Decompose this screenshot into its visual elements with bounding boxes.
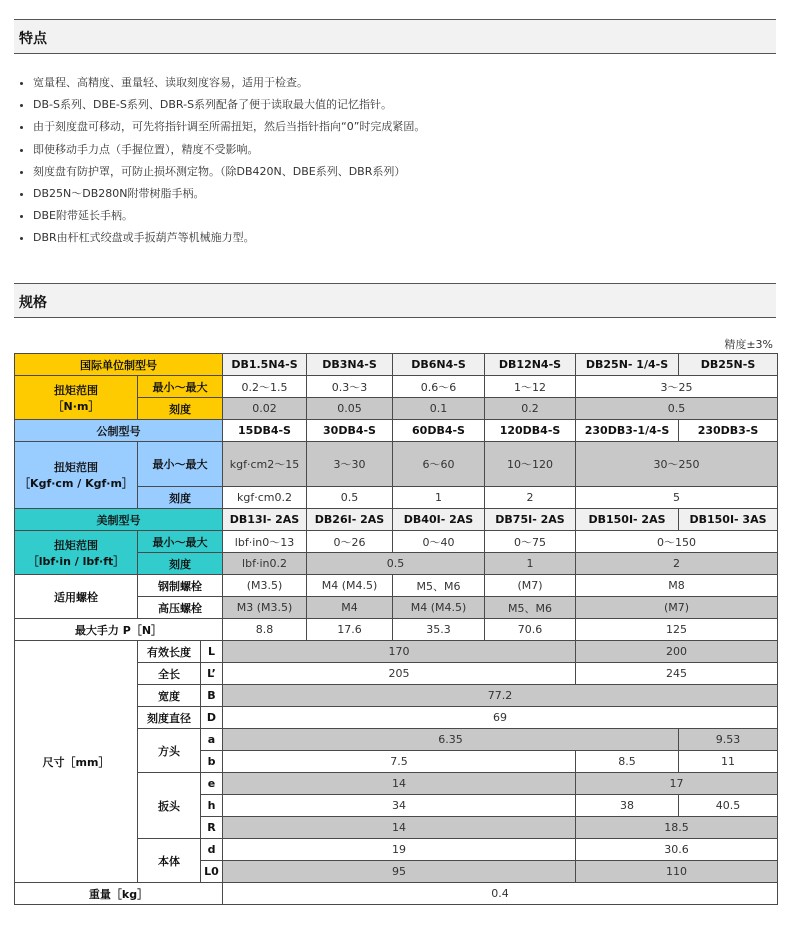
force-cell: 125 bbox=[576, 619, 778, 641]
model-cell: 230DB3-1/4-S bbox=[576, 420, 679, 442]
range-cell: 0～150 bbox=[576, 531, 778, 553]
range-cell: 1～12 bbox=[485, 376, 576, 398]
bolt-cell: (M7) bbox=[576, 597, 778, 619]
grad-cell: 2 bbox=[576, 553, 778, 575]
dim-cell: 30.6 bbox=[576, 839, 778, 861]
model-cell: DB26I- 2AS bbox=[307, 509, 393, 531]
body-label: 本体 bbox=[138, 839, 201, 883]
weight-cell: 0.4 bbox=[223, 883, 778, 905]
us-model-header: 美制型号 bbox=[15, 509, 223, 531]
range-label: 扭矩范围 bbox=[54, 538, 98, 552]
grad-cell: 0.02 bbox=[223, 398, 307, 420]
grad-cell: 0.5 bbox=[307, 487, 393, 509]
square-label: 方头 bbox=[138, 729, 201, 773]
spec-table bbox=[14, 353, 778, 905]
weight-label: 重量［kg］ bbox=[15, 883, 223, 905]
bolts-label: 适用螺栓 bbox=[15, 575, 138, 619]
dial-label: 刻度直径 bbox=[138, 707, 201, 729]
dim-cell: 7.5 bbox=[223, 751, 576, 773]
dim-symbol: R bbox=[201, 817, 223, 839]
bolt-cell: M5、M6 bbox=[485, 597, 576, 619]
us-range-label bbox=[15, 531, 138, 575]
feature-item: • DB25N～DB280N附带树脂手柄。 bbox=[33, 183, 425, 205]
model-cell: DB3N4-S bbox=[307, 354, 393, 376]
total-len-label: 全长 bbox=[138, 663, 201, 685]
feature-item: • 宽量程、高精度、重量轻、读取刻度容易，适用于检查。 bbox=[33, 72, 425, 94]
force-cell: 70.6 bbox=[485, 619, 576, 641]
range-cell: 3～30 bbox=[307, 442, 393, 487]
hp-bolt-label: 高压螺栓 bbox=[138, 597, 223, 619]
bolt-cell: M4 bbox=[307, 597, 393, 619]
range-cell: 0～26 bbox=[307, 531, 393, 553]
grad-label: 刻度 bbox=[138, 487, 223, 509]
model-cell: 60DB4-S bbox=[393, 420, 485, 442]
dims-label: 尺寸［mm］ bbox=[15, 641, 138, 883]
model-cell: DB13I- 2AS bbox=[223, 509, 307, 531]
dim-cell: 170 bbox=[223, 641, 576, 663]
dim-symbol: L0 bbox=[201, 861, 223, 883]
dim-symbol: e bbox=[201, 773, 223, 795]
dim-symbol: b bbox=[201, 751, 223, 773]
bolt-cell: M4 (M4.5) bbox=[307, 575, 393, 597]
dim-symbol: h bbox=[201, 795, 223, 817]
dim-cell: 110 bbox=[576, 861, 778, 883]
grad-label: 刻度 bbox=[138, 398, 223, 420]
range-cell: 3～25 bbox=[576, 376, 778, 398]
grad-cell: 0.5 bbox=[307, 553, 485, 575]
dim-symbol: d bbox=[201, 839, 223, 861]
dim-symbol: D bbox=[201, 707, 223, 729]
dim-cell: 6.35 bbox=[223, 729, 679, 751]
range-label: 扭矩范围 bbox=[54, 461, 98, 474]
model-cell: DB150I- 3AS bbox=[679, 509, 778, 531]
width-label: 宽度 bbox=[138, 685, 201, 707]
range-unit: ［Kgf·cm / Kgf·m］ bbox=[19, 477, 133, 490]
dim-cell: 17 bbox=[576, 773, 778, 795]
feature-item: • DBE附带延长手柄。 bbox=[33, 205, 425, 227]
range-cell: lbf·in0～13 bbox=[223, 531, 307, 553]
grad-cell: 0.05 bbox=[307, 398, 393, 420]
range-cell: 0～75 bbox=[485, 531, 576, 553]
specs-title: 规格 bbox=[19, 295, 47, 311]
dim-cell: 8.5 bbox=[576, 751, 679, 773]
range-cell: 0.6～6 bbox=[393, 376, 485, 398]
range-cell: 10～120 bbox=[485, 442, 576, 487]
range-unit: ［lbf·in / lbf·ft］ bbox=[27, 554, 125, 568]
intl-model-header: 国际单位制型号 bbox=[15, 354, 223, 376]
model-cell: DB150I- 2AS bbox=[576, 509, 679, 531]
range-unit: ［N·m］ bbox=[52, 399, 100, 413]
range-cell: 30～250 bbox=[576, 442, 778, 487]
model-cell: DB25N- 1/4-S bbox=[576, 354, 679, 376]
model-cell: DB40I- 2AS bbox=[393, 509, 485, 531]
model-cell: 15DB4-S bbox=[223, 420, 307, 442]
bolt-cell: M4 (M4.5) bbox=[393, 597, 485, 619]
model-cell: DB12N4-S bbox=[485, 354, 576, 376]
feature-item: • 即使移动手力点（手握位置），精度不受影响。 bbox=[33, 139, 425, 161]
dim-cell: 14 bbox=[223, 773, 576, 795]
metric-model-header: 公制型号 bbox=[15, 420, 223, 442]
model-cell: DB1.5N4-S bbox=[223, 354, 307, 376]
bolt-cell: M3 (M3.5) bbox=[223, 597, 307, 619]
range-cell: 0～40 bbox=[393, 531, 485, 553]
feature-item: • DBR由杆杠式绞盘或手扳葫芦等机械施力型。 bbox=[33, 227, 425, 249]
feature-item: • 由于刻度盘可移动，可先将指针调至所需扭矩，然后当指针指向“0”时完成紧固。 bbox=[33, 116, 425, 138]
dim-cell: 11 bbox=[679, 751, 778, 773]
force-cell: 35.3 bbox=[393, 619, 485, 641]
model-cell: 30DB4-S bbox=[307, 420, 393, 442]
range-cell: 6～60 bbox=[393, 442, 485, 487]
grad-cell: 1 bbox=[393, 487, 485, 509]
dim-symbol: a bbox=[201, 729, 223, 751]
dim-cell: 95 bbox=[223, 861, 576, 883]
bolt-cell: (M3.5) bbox=[223, 575, 307, 597]
max-force-label: 最大手力 P［N］ bbox=[15, 619, 223, 641]
range-cell: kgf·cm2～15 bbox=[223, 442, 307, 487]
dim-symbol: L’ bbox=[201, 663, 223, 685]
model-cell: 120DB4-S bbox=[485, 420, 576, 442]
specs-header bbox=[14, 283, 776, 318]
dim-cell: 34 bbox=[223, 795, 576, 817]
model-cell: DB6N4-S bbox=[393, 354, 485, 376]
grad-cell: 0.1 bbox=[393, 398, 485, 420]
accuracy-note: 精度±3% bbox=[724, 338, 773, 351]
features-header bbox=[14, 19, 776, 54]
dim-cell: 14 bbox=[223, 817, 576, 839]
minmax-label: 最小～最大 bbox=[138, 442, 223, 487]
dim-symbol: L bbox=[201, 641, 223, 663]
dim-cell: 205 bbox=[223, 663, 576, 685]
minmax-label: 最小～最大 bbox=[138, 376, 223, 398]
dim-symbol: B bbox=[201, 685, 223, 707]
wrench-label: 扳头 bbox=[138, 773, 201, 839]
grad-label: 刻度 bbox=[138, 553, 223, 575]
force-cell: 8.8 bbox=[223, 619, 307, 641]
dim-cell: 77.2 bbox=[223, 685, 778, 707]
dim-cell: 200 bbox=[576, 641, 778, 663]
grad-cell: 1 bbox=[485, 553, 576, 575]
dim-cell: 69 bbox=[223, 707, 778, 729]
dim-cell: 40.5 bbox=[679, 795, 778, 817]
grad-cell: 5 bbox=[576, 487, 778, 509]
model-cell: 230DB3-S bbox=[679, 420, 778, 442]
dim-cell: 19 bbox=[223, 839, 576, 861]
dim-cell: 18.5 bbox=[576, 817, 778, 839]
grad-cell: 2 bbox=[485, 487, 576, 509]
range-cell: 0.3～3 bbox=[307, 376, 393, 398]
model-cell: DB75I- 2AS bbox=[485, 509, 576, 531]
bolt-cell: (M7) bbox=[485, 575, 576, 597]
feature-item: • DB-S系列、DBE-S系列、DBR-S系列配备了便于读取最大值的记忆指针。 bbox=[33, 94, 425, 116]
dim-cell: 245 bbox=[576, 663, 778, 685]
range-label: 扭矩范围 bbox=[54, 383, 98, 397]
intl-range-label bbox=[15, 376, 138, 420]
steel-bolt-label: 钢制螺栓 bbox=[138, 575, 223, 597]
grad-cell: 0.2 bbox=[485, 398, 576, 420]
eff-len-label: 有效长度 bbox=[138, 641, 201, 663]
features-title: 特点 bbox=[19, 31, 47, 47]
model-cell: DB25N-S bbox=[679, 354, 778, 376]
range-cell: 0.2～1.5 bbox=[223, 376, 307, 398]
features-list bbox=[18, 72, 425, 250]
bolt-cell: M8 bbox=[576, 575, 778, 597]
grad-cell: 0.5 bbox=[576, 398, 778, 420]
feature-item: • 刻度盘有防护罩，可防止损坏测定物。（除DB420N、DBE系列、DBR系列） bbox=[33, 161, 425, 183]
dim-cell: 9.53 bbox=[679, 729, 778, 751]
force-cell: 17.6 bbox=[307, 619, 393, 641]
grad-cell: kgf·cm0.2 bbox=[223, 487, 307, 509]
dim-cell: 38 bbox=[576, 795, 679, 817]
bolt-cell: M5、M6 bbox=[393, 575, 485, 597]
minmax-label: 最小～最大 bbox=[138, 531, 223, 553]
grad-cell: lbf·in0.2 bbox=[223, 553, 307, 575]
metric-range-label bbox=[15, 442, 138, 509]
